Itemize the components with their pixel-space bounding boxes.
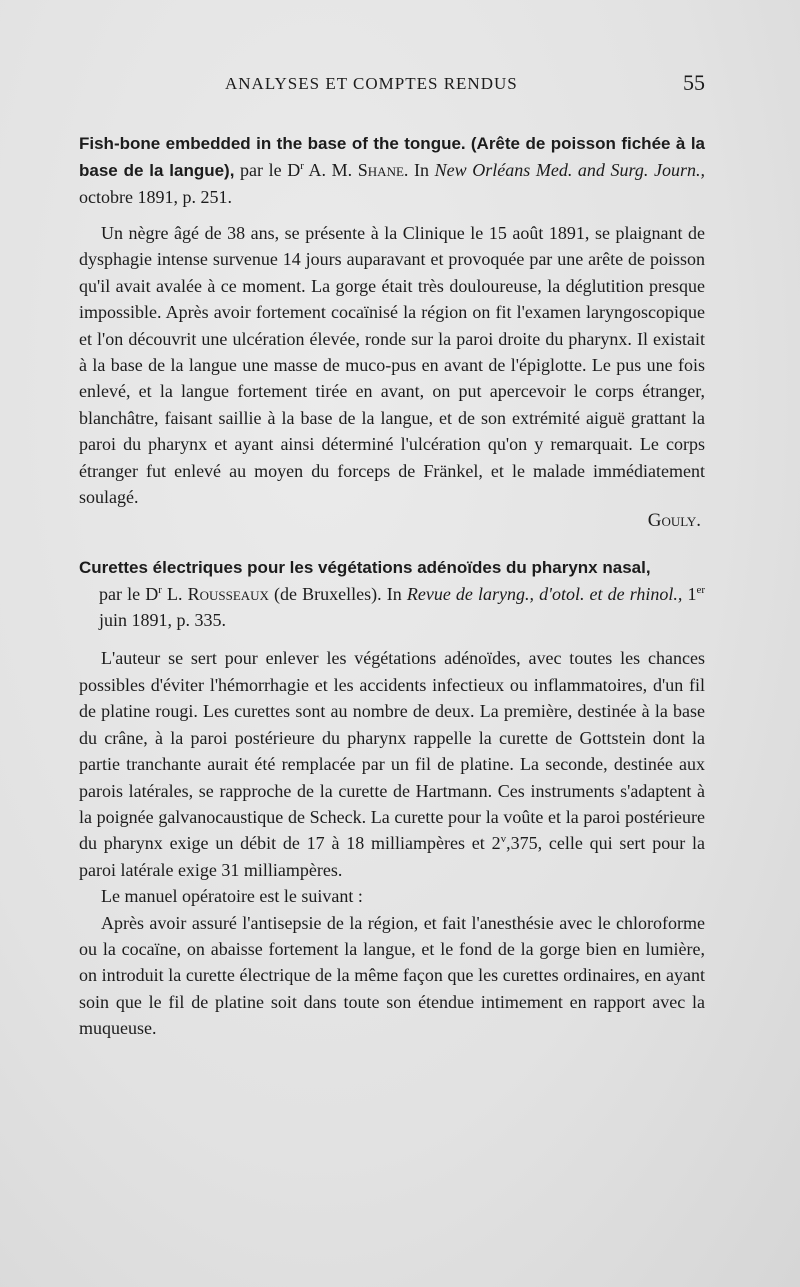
running-title: ANALYSES ET COMPTES RENDUS bbox=[225, 74, 518, 93]
in-word: In bbox=[414, 160, 430, 180]
reviewer-signature: Gouly. bbox=[647, 510, 701, 532]
publication-date: octobre 1891, p. 251. bbox=[79, 187, 232, 207]
journal-name: Revue de laryng., d'otol. et de rhinol., bbox=[406, 584, 683, 605]
page bbox=[79, 62, 705, 1042]
running-header bbox=[79, 62, 705, 108]
entry-paragraph: L'auteur se sert pour enlever les végétations adénoïdes, avec toutes les chances possibles d'éviter l'hémorrhagie et les accidents infectieux ou inflammatoires, d'un fil de platine rougi. Les curettes sont au nombre de deux. La première, destinée à la base du crâne, à la paroi postérieure du pharynx rappelle la curette de Gottstein dont la partie tranchante aurait été remplacée par un fil de platine. La seconde, destinée aux parois latérales, se rapproche de la curette de Hartmann. Ces instruments s'adaptent à la poignée galvanocaustique de Scheck. La curette pour la voûte et la paroi postérieure du pharynx exige un débit de 17 à 18 milliampères et 2$^v$,375, celle qui sert pour la paroi latérale exige 31 milliampères. bbox=[79, 648, 705, 880]
entry-paragraph: Un nègre âgé de 38 ans, se présente à la Clinique le 15 août 1891, se plaignant de dysphagie intense survenue 14 jours auparavant et provoquée par une arête de poisson qu'il avait avalée à ce moment. La gorge était très douloureuse, la déglutition presque impossible. Après avoir fortement cocaïnisé la région on fit l'examen laryngoscopique et l'on découvrit une ulcération élevée, ronde sur la paroi droite du pharynx. Il existait à la base de la langue une masse de muco-pus en avant de l'épiglotte. Le pus une fois enlevé, et la langue fortement tirée en avant, on put apercevoir le corps étranger, blanchâtre, faisant saillie à la base de la langue, et de son extrémité aiguë grattant la paroi du pharynx et ayant ainsi déterminé l'ulcération qu'on y remarquait. Le corps étranger fut enlevé au moyen du forceps de Fränkel, et le malade immédiatement soulagé. bbox=[79, 223, 705, 508]
author-surname: Rousseaux bbox=[187, 584, 269, 605]
byline-par: par le bbox=[240, 160, 282, 180]
author-surname: Shane. bbox=[357, 160, 409, 180]
entry-title-french: (Arête de poisson fichée à la base de la langue), bbox=[79, 134, 706, 180]
author-initials: A. M. bbox=[308, 160, 353, 180]
entry-heading bbox=[79, 554, 705, 633]
entry-heading bbox=[79, 130, 705, 210]
entry-paragraph: Le manuel opératoire est le suivant : bbox=[101, 886, 363, 907]
author-affiliation: (de Bruxelles). bbox=[274, 584, 382, 605]
in-word: In bbox=[386, 584, 402, 605]
journal-name: New Orléans Med. and Surg. Journ., bbox=[434, 160, 705, 180]
review-entry-fish-bone bbox=[79, 130, 705, 534]
doctor-abbrev: $D^r$ bbox=[287, 160, 304, 180]
review-entry-curettes bbox=[79, 554, 705, 1041]
page-number: 55 bbox=[683, 70, 705, 95]
entry-citation bbox=[79, 581, 705, 633]
doctor-abbrev: $D^r$ bbox=[145, 584, 162, 605]
entry-title: Fish-bone embedded in the base of the tongue. bbox=[79, 134, 466, 153]
author-initial: L. bbox=[166, 584, 183, 605]
publication-date: 1er juin 1891, p. 335. bbox=[99, 584, 706, 631]
entry-paragraph: Après avoir assuré l'antisepsie de la région, et fait l'anesthésie avec le chloroforme ou la cocaïne, on abaisse fortement la langue, et le fond de la gorge bien en lumière, on introduit la curette électrique de la même façon que les curettes ordinaires, en ayant soin que le fil de platine soit dans toute son étendue intimement en rapport avec la muqueuse. bbox=[79, 912, 705, 1039]
byline-par: par le bbox=[99, 584, 141, 605]
entry-title: Curettes électriques pour les végétations adénoïdes du pharynx nasal, bbox=[79, 558, 651, 578]
